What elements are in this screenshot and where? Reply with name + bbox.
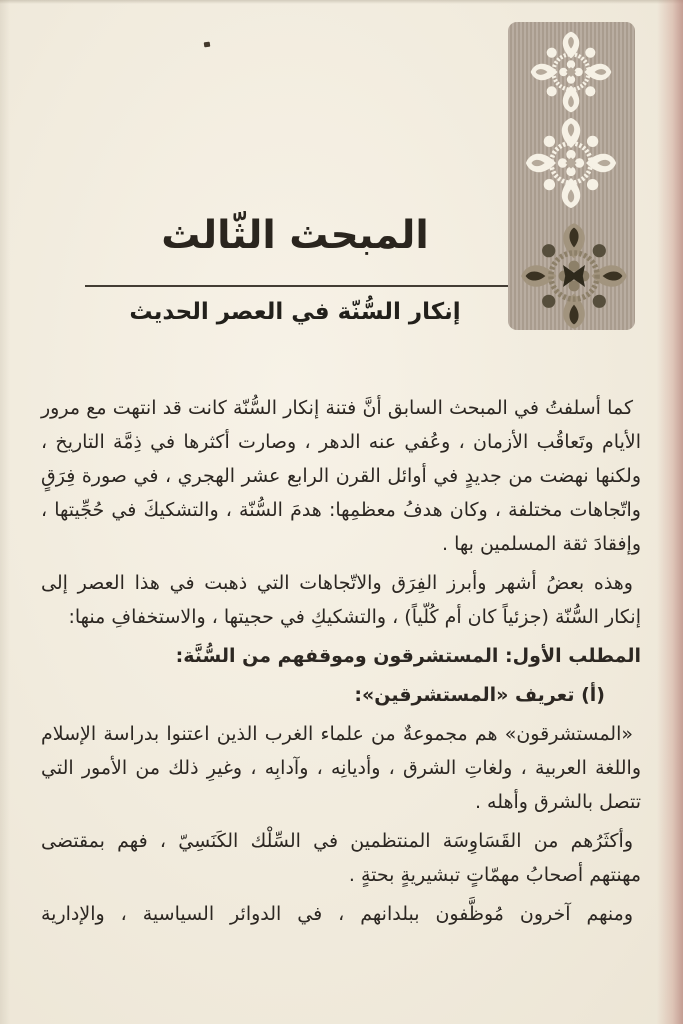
rosette-ornament-icon [519,221,629,331]
page-edge-shadow [657,0,683,1024]
paragraph-4: وأكثَرُهم من القَسَاوِسَة المنتظمين في السِّلْك الكَنَسِيّ ، فهم بمقتضى مهنتهم أصحابُ مهمّاتٍ تبشيريةٍ بحتةٍ . [41,830,641,886]
paragraph-2: وهذه بعضُ أشهر وأبرز الفِرَق والاتّجاهات التي ذهبت في هذا العصر إلى إنكار السُّنّة (جزئياً كان أم كُلّياً) ، والتشكيكِ في حجيتها ، والاستخفافِ منها: [41,572,641,628]
chapter-title: المبحث الثّالث [161,213,429,258]
ink-speck [204,42,211,48]
page-edge-top-shadow [0,0,683,4]
paragraph-1: كما أسلفتُ في المبحث السابق أنَّ فتنة إنكار السُّنّة كانت قد انتهت مع مرور الأيام وتَعاقُب الأزمان ، وعُفي عنه الدهر ، وصارت أكثرها في ذِمَّة التاريخ ، ولكنها نهضت من جديدٍ في أوائل القرن الرابع عشر الهجري ، في صورة فِرَقٍ واتّجاهات مختلفة ، وكان هدفُ معظمِها: هدمَ السُّنّة ، والتشكيكَ في حُجِّيتها ، وإفقادَ ثقة المسلمين بها . [41,397,641,555]
section-title: إنكار السُّنّة في العصر الحديث [129,299,461,325]
taarif-heading: (أ) تعريف «المستشرقين»: [354,684,605,706]
body-text [41,391,641,936]
page-edge-left-shadow [0,0,10,1024]
matlab-heading: المطلب الأول: المستشرقون وموقفهم من السُّنَّة: [175,645,641,667]
paragraph-5: ومنهم آخرون مُوظَّفون ببلدانهم ، في الدوائر السياسية ، والإدارية [41,903,633,925]
rosette-ornament-icon [529,30,613,114]
paragraph-3: «المستشرقون» هم مجموعةٌ من علماء الغرب الذين اعتنوا بدراسة الإسلام واللغة العربية ، ولغاتِ الشرق ، وأديانِه ، وآدابِه ، وغيرِ ذلك من الأمور التي تتصل بالشرق وأهله . [41,723,641,813]
title-divider [85,285,508,287]
rosette-ornament-icon [524,116,618,210]
